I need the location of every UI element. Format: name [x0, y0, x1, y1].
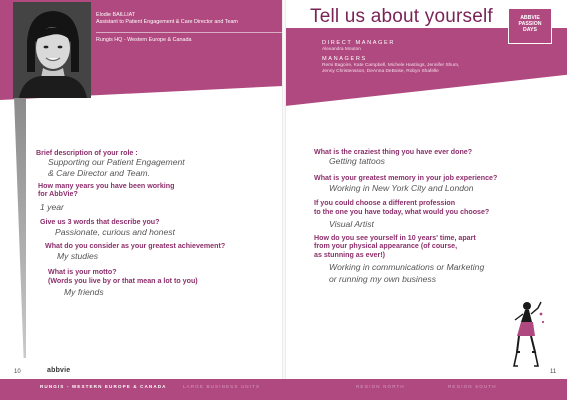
footer-tab-rungis[interactable]: RUNGIS - WESTERN EUROPE & CANADA: [40, 384, 167, 389]
answer: My studies: [57, 251, 99, 261]
question: as stunning as ever!): [314, 251, 385, 259]
question: What is your greatest memory in your job experience?: [314, 174, 498, 182]
question: from your physical appearance (of course,: [314, 242, 458, 250]
question: If you could choose a different profession: [314, 199, 456, 207]
page-gutter: [282, 0, 286, 400]
question: for AbbVie?: [38, 190, 78, 198]
managers-names: Jenny Christensson, DeAnna DeBoise, Robyn Shafelle: [322, 69, 439, 74]
footer-tab-region-south[interactable]: REGION SOUTH: [448, 384, 497, 389]
person-role: Assistant to Patient Engagement & Care Director and Team: [96, 19, 238, 25]
badge-line: ABBVIE: [520, 15, 540, 21]
footer-tab-large-business-units[interactable]: LARGE BUSINESS UNITS: [183, 384, 261, 389]
person-name: Elodie BAILLIAT: [96, 12, 136, 18]
answer: Working in communications or Marketing: [329, 262, 485, 272]
page-title: Tell us about yourself: [310, 6, 493, 27]
answer: Passionate, curious and honest: [55, 227, 175, 237]
managers-label: MANAGERS: [322, 56, 367, 62]
page-number-left: 10: [14, 369, 21, 375]
abbvie-logo: abbvie: [47, 367, 71, 374]
question: (Words you live by or that mean a lot to you): [48, 277, 198, 285]
managers-names: Remi Bagoire, Kate Campbell, Michele Hastings, Jennifer Shum,: [322, 63, 460, 68]
footer-nav-bar: [0, 379, 567, 400]
page-number-right: 11: [550, 369, 557, 375]
answer: & Care Director and Team.: [48, 168, 150, 178]
answer: Supporting our Patient Engagement: [48, 157, 185, 167]
direct-manager-label: DIRECT MANAGER: [322, 40, 395, 46]
person-site: Rungis HQ - Western Europe & Canada: [96, 37, 192, 43]
answer: 1 year: [40, 202, 64, 212]
question: Give us 3 words that describe you?: [40, 218, 160, 226]
answer: Getting tattoos: [329, 156, 385, 166]
question: Brief description of your role :: [36, 149, 138, 157]
question: What do you consider as your greatest achievement?: [45, 242, 226, 250]
header-divider: [96, 32, 282, 33]
page-edge-wedge: [14, 96, 26, 358]
question: How do you see yourself in 10 years' time, apart: [314, 234, 476, 242]
portrait-photo: [13, 2, 91, 98]
woman-illustration: [505, 300, 545, 368]
footer-tab-region-north[interactable]: REGION NORTH: [356, 384, 405, 389]
badge-line: PASSION: [518, 21, 542, 27]
passion-days-badge: [508, 8, 552, 44]
question: to the one you have today, what would you choose?: [314, 208, 490, 216]
answer: Working in New York City and London: [329, 183, 474, 193]
question: What is your motto?: [48, 268, 117, 276]
question: How many years you have been working: [38, 182, 175, 190]
answer: My friends: [64, 287, 104, 297]
direct-manager-name: Alexandra Mouton: [322, 47, 361, 52]
question: What is the craziest thing you have ever done?: [314, 148, 473, 156]
answer: or running my own business: [329, 274, 436, 284]
answer: Visual Artist: [329, 219, 374, 229]
badge-line: DAYS: [523, 27, 537, 33]
